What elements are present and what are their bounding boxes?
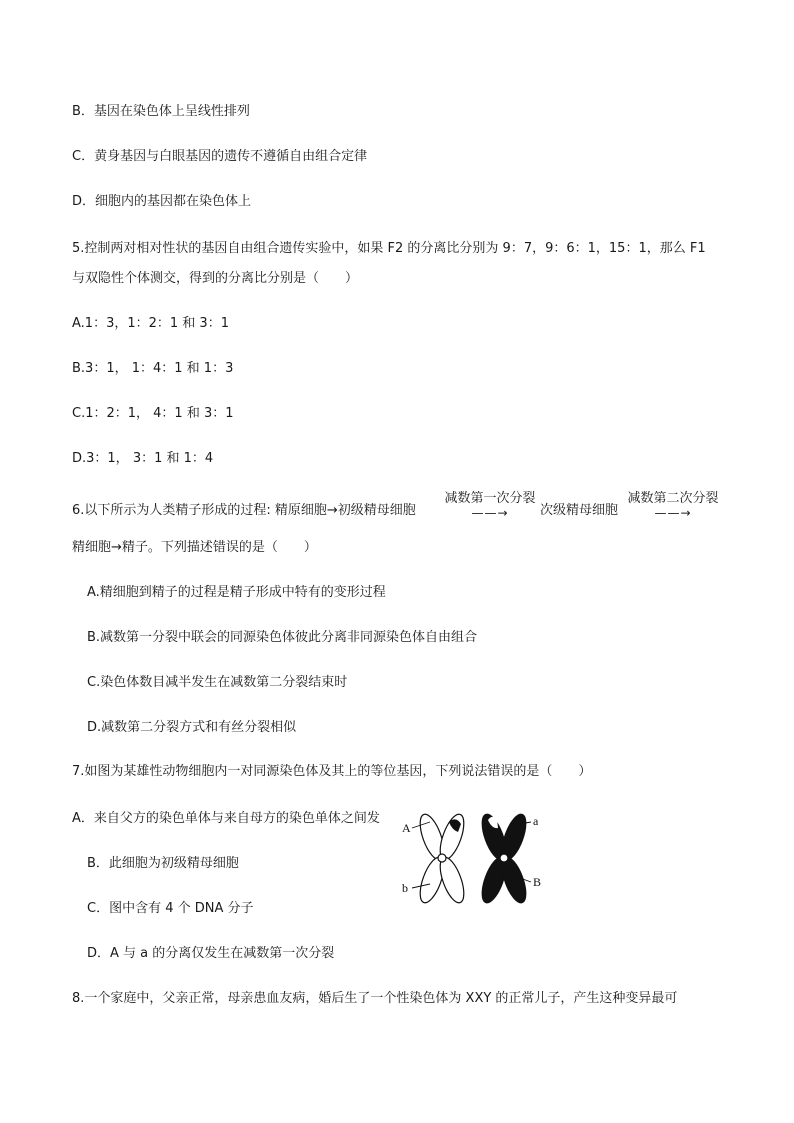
label-gene-a: a (533, 814, 539, 828)
option-c-q7: C．图中含有 4 个 DNA 分子 (87, 901, 254, 916)
arrow-meiosis-2-label: 减数第二次分裂 (627, 491, 719, 506)
arrow-meiosis-1 (440, 491, 540, 521)
option-b-q6: B.减数第一分裂中联会的同源染色体彼此分离非同源染色体自由组合 (87, 630, 478, 645)
arrow-right-icon: ——→ (654, 506, 692, 520)
question-5-stem: 5.控制两对相对性状的基因自由组合遗传实验中，如果 F2 的分离比分别为 9：7，9：6：1，15：1，那么 F1 (72, 241, 706, 256)
option-a-q6: A.精细胞到精子的过程是精子形成中特有的变形过程 (87, 585, 386, 600)
arrow-meiosis-2 (623, 491, 723, 521)
option-d-q4: D．细胞内的基因都在染色体上 (72, 194, 252, 209)
option-c-q6: C.染色体数目减半发生在减数第二分裂结束时 (87, 675, 348, 690)
option-d-q6: D.减数第二分裂方式和有丝分裂相似 (87, 720, 297, 735)
question-6-stem: 6.以下所示为人类精子形成的过程: 精原细胞→初级精母细胞 (72, 503, 416, 518)
option-b-q5: B.3：1， 1：4：1 和 1：3 (72, 361, 234, 376)
label-gene-A: A (402, 821, 411, 835)
option-c-q4: C．黄身基因与白眼基因的遗传不遵循自由组合定律 (72, 149, 368, 164)
chromosome-maternal (477, 811, 530, 905)
chromosome-paternal (415, 811, 468, 905)
arrow-meiosis-1-label: 减数第一次分裂 (444, 491, 536, 506)
option-c-q5: C.1：2：1， 4：1 和 3：1 (72, 406, 234, 421)
option-d-q7: D．A 与 a 的分离仅发生在减数第一次分裂 (87, 946, 335, 961)
secondary-spermatocyte: 次级精母细胞 (540, 503, 619, 518)
label-gene-b: b (402, 881, 408, 895)
option-d-q5: D.3：1， 3：1 和 1：4 (72, 451, 214, 466)
homologous-chromosomes-figure (400, 810, 550, 905)
label-gene-B: B (533, 875, 542, 889)
question-5-stem-cont: 与双隐性个体测交，得到的分离比分别是（ ） (72, 271, 359, 286)
option-a-q7: A．来自父方的染色单体与来自母方的染色单体之间发 (72, 811, 380, 826)
question-6-stem-cont: 精细胞→精子。下列描述错误的是（ ） (72, 540, 317, 555)
option-b-q7: B．此细胞为初级精母细胞 (87, 856, 239, 871)
question-8-stem: 8.一个家庭中，父亲正常，母亲患血友病，婚后生了一个性染色体为 XXY 的正常儿子，产生这种变异最可 (72, 991, 678, 1006)
arrow-right-icon: ——→ (471, 506, 509, 520)
question-7-stem: 7.如图为某雄性动物细胞内一对同源染色体及其上的等位基因，下列说法错误的是（ ） (72, 764, 592, 779)
option-a-q5: A.1：3，1：2：1 和 3：1 (72, 316, 229, 331)
option-b-q4: B．基因在染色体上呈线性排列 (72, 104, 250, 119)
